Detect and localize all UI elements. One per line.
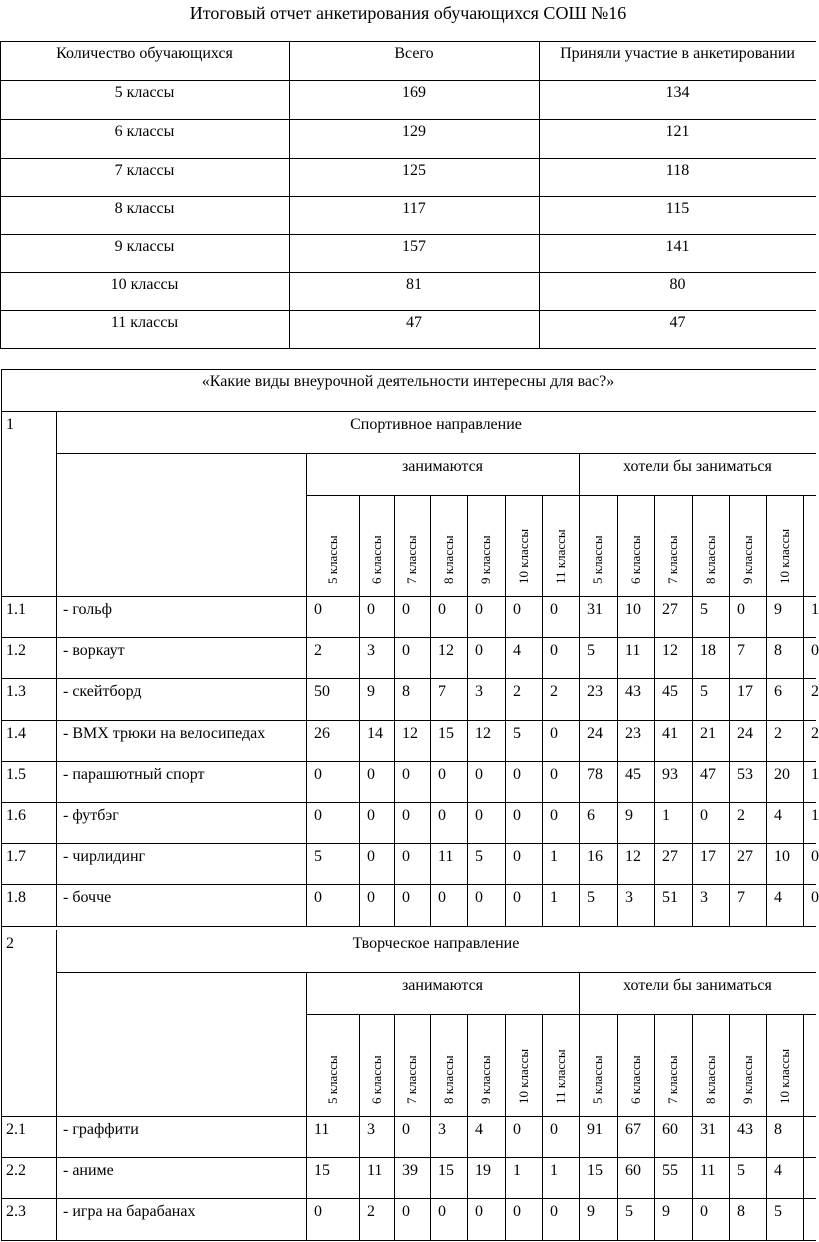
table-border <box>1 637 816 638</box>
table-cell: 9 классы <box>114 238 175 255</box>
table-cell: 43 <box>625 683 641 701</box>
table-cell: 8 классы <box>114 200 175 217</box>
grade-label: 11 классы <box>552 529 568 584</box>
grade-label: 9 классы <box>739 1055 755 1104</box>
grade-label: 8 классы <box>440 1055 456 1104</box>
table-cell: 23 <box>625 724 641 742</box>
table-cell: 2 <box>811 724 819 742</box>
table-cell: 3 <box>367 642 375 660</box>
table-border <box>0 80 816 81</box>
table-border <box>1 369 2 1240</box>
table-cell: 10 классы <box>110 276 179 293</box>
table-cell: 118 <box>665 162 690 179</box>
table-cell: 27 <box>662 848 678 866</box>
table-cell: 20 <box>774 765 790 783</box>
row-number: 1.3 <box>6 683 26 701</box>
table-border <box>394 495 395 926</box>
table-cell: 2 <box>550 683 558 701</box>
grade-label: 9 классы <box>478 535 493 584</box>
table-cell: 0 <box>550 807 558 824</box>
table-cell: 0 <box>550 765 558 783</box>
table-border <box>0 234 816 235</box>
row-label: - чирлидинг <box>63 848 146 866</box>
table-cell: 0 <box>475 889 483 907</box>
table-cell: 9 <box>367 683 375 701</box>
table-cell: 4 <box>774 1162 782 1180</box>
table-cell: 0 <box>811 642 819 660</box>
table-cell: 0 <box>811 848 819 866</box>
table-border <box>1 1240 816 1241</box>
table-cell: 12 <box>438 642 454 660</box>
row-label: - воркаут <box>63 642 125 660</box>
section-number: 1 <box>6 416 14 433</box>
table-cell: 0 <box>402 765 410 783</box>
table-border <box>56 930 57 1240</box>
grade-label: 5 классы <box>324 535 340 584</box>
table-cell: 3 <box>438 1121 446 1138</box>
table-border <box>579 453 580 926</box>
table-border <box>430 495 431 926</box>
grade-label: 8 классы <box>702 535 718 584</box>
table-cell: 8 <box>737 1203 745 1221</box>
grade-label: 8 классы <box>440 535 456 584</box>
table-border <box>1 720 816 721</box>
table-border <box>56 411 57 926</box>
table-cell: 14 <box>367 724 383 742</box>
table-cell: 5 <box>513 724 521 742</box>
table-cell: 0 <box>513 765 521 783</box>
table-border <box>1 678 816 679</box>
table-cell: 0 <box>811 889 819 907</box>
table-border <box>306 495 816 496</box>
row-label: - BMX трюки на велосипедах <box>63 724 266 742</box>
row-label: - бочче <box>63 889 112 907</box>
table-cell: 8 <box>402 683 410 701</box>
table-cell: 129 <box>402 123 426 140</box>
grade-label: 6 классы <box>627 535 643 584</box>
table-cell: 169 <box>402 84 426 101</box>
table-border <box>1 1157 816 1158</box>
table-border <box>729 495 730 926</box>
table-cell: 16 <box>587 848 603 866</box>
table-cell: 60 <box>662 1121 678 1138</box>
table-cell: 1 <box>811 807 819 824</box>
table-cell: 5 <box>774 1203 782 1221</box>
grade-label: 7 классы <box>665 1055 680 1104</box>
table-cell: 157 <box>402 238 426 255</box>
table-cell: 4 <box>774 807 782 824</box>
table-cell: 18 <box>700 642 716 660</box>
column-header: Всего <box>394 45 434 62</box>
table-border <box>467 1014 468 1240</box>
table-cell: 0 <box>314 601 322 618</box>
row-number: 1.7 <box>6 848 26 866</box>
table-cell: 7 <box>438 683 446 701</box>
table-cell: 5 <box>700 683 708 701</box>
question-title: «Какие виды внеурочной деятельности интересны для вас?» <box>201 373 615 390</box>
column-header: Приняли участие в анкетировании <box>560 45 795 62</box>
table-cell: 93 <box>662 765 678 783</box>
grade-label: 5 классы <box>590 1055 605 1104</box>
table-cell: 0 <box>402 1203 410 1221</box>
table-border <box>1 369 816 370</box>
grade-label: 7 классы <box>665 535 680 584</box>
grade-label: 6 классы <box>627 1055 643 1104</box>
table-border <box>617 1014 618 1240</box>
row-number: 1.1 <box>6 601 26 618</box>
table-cell: 0 <box>438 1203 446 1221</box>
table-border <box>654 1014 655 1240</box>
table-cell: 5 <box>625 1203 633 1221</box>
table-cell: 0 <box>550 1203 558 1221</box>
table-cell: 1 <box>662 807 670 824</box>
table-border <box>505 495 506 926</box>
table-cell: 43 <box>737 1121 753 1138</box>
table-cell: 1 <box>550 848 558 866</box>
table-cell: 1 <box>550 1162 558 1180</box>
table-cell: 17 <box>737 683 753 701</box>
table-cell: 5 <box>587 642 595 660</box>
row-label: - футбэг <box>63 807 119 824</box>
grade-label: 10 классы <box>515 528 531 584</box>
table-cell: 31 <box>587 601 603 618</box>
table-cell: 0 <box>700 1203 708 1221</box>
table-cell: 23 <box>587 683 603 701</box>
table-cell: 141 <box>665 238 690 255</box>
table-cell: 55 <box>662 1162 678 1180</box>
table-cell: 11 <box>367 1162 383 1180</box>
table-cell: 9 <box>774 601 782 618</box>
group-header-wish: хотели бы заниматься <box>623 458 772 475</box>
table-cell: 0 <box>513 889 521 907</box>
table-cell: 6 классы <box>114 123 175 140</box>
table-border <box>0 41 816 42</box>
table-cell: 0 <box>314 807 322 824</box>
group-header-engaged: занимаются <box>401 977 484 994</box>
grade-label: 7 классы <box>404 1055 419 1104</box>
grade-label: 10 классы <box>776 1048 792 1104</box>
table-cell: 15 <box>587 1162 603 1180</box>
table-border <box>1 596 816 597</box>
table-cell: 115 <box>665 200 690 217</box>
table-cell: 24 <box>587 724 603 742</box>
table-cell: 0 <box>550 642 558 660</box>
table-cell: 9 <box>587 1203 595 1221</box>
table-cell: 0 <box>475 642 483 660</box>
table-cell: 134 <box>665 84 690 101</box>
table-cell: 0 <box>550 724 558 742</box>
table-cell: 0 <box>314 889 322 907</box>
table-cell: 9 <box>662 1203 670 1221</box>
grade-label: 6 классы <box>368 535 384 584</box>
grade-label: 9 классы <box>739 535 755 584</box>
row-number: 1.2 <box>6 642 26 660</box>
table-cell: 11 <box>625 642 641 660</box>
table-cell: 0 <box>402 642 410 660</box>
grade-label: 8 классы <box>702 1055 718 1104</box>
table-cell: 5 <box>737 1162 745 1180</box>
row-number: 1.5 <box>6 765 26 783</box>
grade-label: 6 классы <box>368 1055 384 1104</box>
table-cell: 8 <box>774 642 782 660</box>
table-cell: 0 <box>367 765 375 783</box>
table-border <box>505 1014 506 1240</box>
table-cell: 91 <box>587 1121 603 1138</box>
table-cell: 39 <box>402 1162 418 1180</box>
grade-label: 10 классы <box>515 1048 531 1104</box>
table-cell: 0 <box>438 601 446 618</box>
table-border <box>617 495 618 926</box>
table-cell: 0 <box>513 601 521 618</box>
table-cell: 0 <box>314 1203 322 1221</box>
table-cell: 0 <box>402 889 410 907</box>
grade-label: 7 классы <box>404 535 419 584</box>
table-cell: 0 <box>438 807 446 824</box>
table-border <box>467 495 468 926</box>
table-cell: 3 <box>475 683 483 701</box>
table-cell: 67 <box>625 1121 641 1138</box>
table-cell: 0 <box>475 807 483 824</box>
table-cell: 0 <box>367 601 375 618</box>
row-label: - аниме <box>63 1162 114 1180</box>
table-cell: 0 <box>550 601 558 618</box>
table-cell: 7 <box>737 889 745 907</box>
table-cell: 5 классы <box>114 84 175 101</box>
table-border <box>1 411 816 412</box>
table-cell: 0 <box>513 807 521 824</box>
row-number: 1.6 <box>6 807 26 824</box>
table-border <box>803 1014 804 1240</box>
table-cell: 0 <box>513 1203 521 1221</box>
table-cell: 80 <box>669 276 686 293</box>
table-cell: 50 <box>314 683 330 701</box>
table-border <box>542 1014 543 1240</box>
table-border <box>306 972 307 1240</box>
table-cell: 125 <box>402 162 426 179</box>
table-cell: 24 <box>737 724 753 742</box>
table-cell: 2 <box>811 683 819 701</box>
table-cell: 41 <box>662 724 678 742</box>
table-cell: 11 <box>700 1162 716 1180</box>
table-border <box>394 1014 395 1240</box>
table-cell: 60 <box>625 1162 641 1180</box>
section-title: Творческое направление <box>352 935 520 952</box>
table-border <box>1 802 816 803</box>
table-cell: 51 <box>662 889 678 907</box>
table-cell: 121 <box>665 123 690 140</box>
grade-label: 5 классы <box>590 535 605 584</box>
table-border <box>0 119 816 120</box>
table-cell: 0 <box>314 765 322 783</box>
table-cell: 0 <box>475 601 483 618</box>
table-cell: 0 <box>438 765 446 783</box>
section-number: 2 <box>6 935 14 952</box>
table-cell: 27 <box>737 848 753 866</box>
grade-label: 9 классы <box>478 1055 493 1104</box>
table-cell: 1 <box>513 1162 521 1180</box>
table-cell: 10 <box>774 848 790 866</box>
table-border <box>0 348 816 349</box>
table-border <box>306 453 307 926</box>
table-cell: 17 <box>700 848 716 866</box>
table-cell: 31 <box>700 1121 716 1138</box>
table-cell: 45 <box>625 765 641 783</box>
table-cell: 6 <box>774 683 782 701</box>
table-border <box>542 495 543 926</box>
table-border <box>359 495 360 926</box>
table-border <box>0 272 816 273</box>
table-border <box>306 1014 816 1015</box>
table-cell: 81 <box>406 276 422 293</box>
grade-label: 10 классы <box>776 528 792 584</box>
table-cell: 11 классы <box>110 314 179 331</box>
table-cell: 47 <box>669 314 686 331</box>
grade-label: 5 классы <box>324 1055 340 1104</box>
table-border <box>1 843 816 844</box>
group-header-engaged: занимаются <box>401 458 484 475</box>
table-border <box>1 761 816 762</box>
table-cell: 5 <box>314 848 322 866</box>
table-cell: 1 <box>811 601 819 618</box>
table-cell: 4 <box>513 642 521 660</box>
table-cell: 0 <box>700 807 708 824</box>
table-cell: 0 <box>402 807 410 824</box>
table-cell: 78 <box>587 765 603 783</box>
table-cell: 27 <box>662 601 678 618</box>
table-cell: 7 классы <box>114 162 175 179</box>
table-border <box>0 196 816 197</box>
page-title: Итоговый отчет анкетирования обучающихся СОШ №16 <box>189 3 627 23</box>
table-border <box>1 926 816 927</box>
table-border <box>56 453 816 454</box>
table-cell: 0 <box>367 889 375 907</box>
table-cell: 0 <box>438 889 446 907</box>
table-cell: 0 <box>475 765 483 783</box>
table-cell: 5 <box>700 601 708 618</box>
table-cell: 117 <box>402 200 426 217</box>
table-cell: 5 <box>475 848 483 866</box>
table-cell: 11 <box>314 1121 330 1138</box>
table-border <box>579 972 580 1240</box>
row-number: 2.2 <box>6 1162 26 1180</box>
table-cell: 0 <box>402 601 410 618</box>
table-border <box>0 158 816 159</box>
row-number: 1.8 <box>6 889 26 907</box>
table-cell: 15 <box>314 1162 330 1180</box>
table-cell: 0 <box>475 1203 483 1221</box>
table-cell: 10 <box>625 601 641 618</box>
table-cell: 2 <box>737 807 745 824</box>
table-cell: 0 <box>402 848 410 866</box>
column-header: Количество обучающихся <box>56 45 233 62</box>
table-cell: 12 <box>475 724 491 742</box>
table-cell: 9 <box>625 807 633 824</box>
table-cell: 1 <box>811 765 819 783</box>
table-cell: 11 <box>438 848 454 866</box>
row-label: - граффити <box>63 1121 139 1138</box>
table-cell: 21 <box>700 724 716 742</box>
table-cell: 2 <box>513 683 521 701</box>
row-number: 2.1 <box>6 1121 26 1138</box>
group-header-wish: хотели бы заниматься <box>623 977 772 994</box>
table-border <box>692 495 693 926</box>
table-cell: 4 <box>774 889 782 907</box>
table-cell: 0 <box>513 848 521 866</box>
row-number: 1.4 <box>6 724 26 742</box>
table-cell: 47 <box>700 765 716 783</box>
table-cell: 3 <box>367 1121 375 1138</box>
table-cell: 19 <box>475 1162 491 1180</box>
table-cell: 0 <box>367 807 375 824</box>
table-cell: 6 <box>587 807 595 824</box>
table-border <box>1 884 816 885</box>
table-border <box>654 495 655 926</box>
table-border <box>430 1014 431 1240</box>
table-cell: 26 <box>314 724 330 742</box>
table-border <box>692 1014 693 1240</box>
table-cell: 3 <box>700 889 708 907</box>
table-cell: 12 <box>625 848 641 866</box>
table-cell: 12 <box>402 724 418 742</box>
table-cell: 1 <box>550 889 558 907</box>
table-cell: 2 <box>314 642 322 660</box>
table-cell: 2 <box>774 724 782 742</box>
row-label: - гольф <box>63 601 112 618</box>
table-border <box>1 1116 816 1117</box>
table-cell: 53 <box>737 765 753 783</box>
table-border <box>0 310 816 311</box>
table-border <box>359 1014 360 1240</box>
table-border <box>803 495 804 926</box>
table-cell: 2 <box>367 1203 375 1221</box>
table-cell: 3 <box>625 889 633 907</box>
table-cell: 47 <box>406 314 422 331</box>
table-border <box>56 972 816 973</box>
section-title: Спортивное направление <box>350 416 522 433</box>
table-cell: 15 <box>438 1162 454 1180</box>
table-cell: 0 <box>737 601 745 618</box>
table-cell: 15 <box>438 724 454 742</box>
table-cell: 4 <box>475 1121 483 1138</box>
row-number: 2.3 <box>6 1203 26 1221</box>
table-cell: 8 <box>774 1121 782 1138</box>
table-border <box>729 1014 730 1240</box>
table-cell: 12 <box>662 642 678 660</box>
table-cell: 0 <box>367 848 375 866</box>
table-border <box>1 1198 816 1199</box>
row-label: - парашютный спорт <box>63 765 205 783</box>
table-cell: 0 <box>513 1121 521 1138</box>
table-cell: 5 <box>587 889 595 907</box>
table-cell: 0 <box>550 1121 558 1138</box>
table-border <box>766 495 767 926</box>
grade-label: 11 классы <box>552 1049 568 1104</box>
table-border <box>766 1014 767 1240</box>
table-cell: 45 <box>662 683 678 701</box>
row-label: - скейтборд <box>63 683 142 701</box>
table-cell: 0 <box>402 1121 410 1138</box>
table-cell: 7 <box>737 642 745 660</box>
row-label: - игра на барабанах <box>63 1203 196 1221</box>
